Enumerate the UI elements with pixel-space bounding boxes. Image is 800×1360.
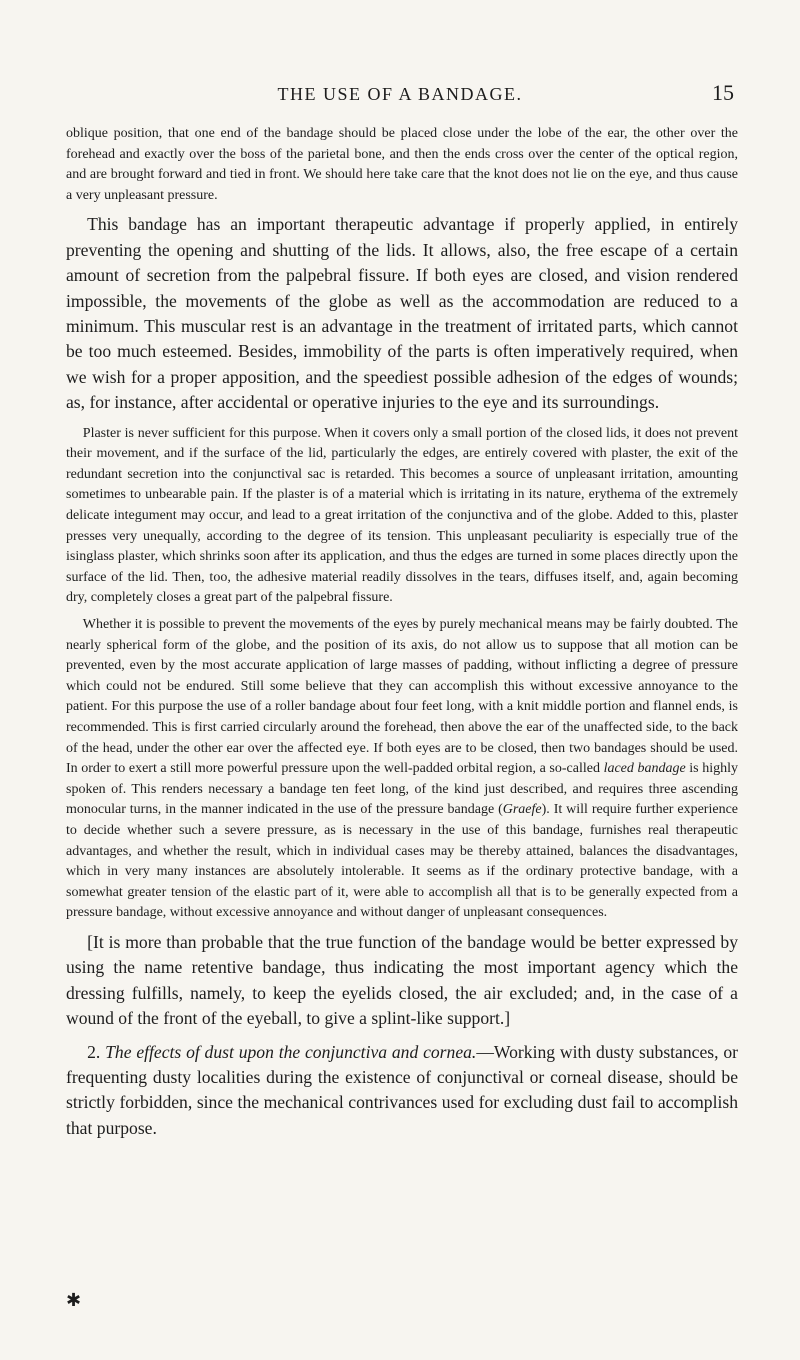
paragraph-therapeutic-advantage: This bandage has an important therapeutic advantage if properly applied, in entirely preventing the opening and shutting of the lids. It allows, also, the free escape of a certain amount of secretion from the palpebral fissure. If both eyes are closed, and vision rendered impossible, the movements of the globe as well as the accommodation are reduced to a minimum. This muscular rest is an advantage in the treatment of irritated parts, which cannot be too much esteemed. Besides, immobility of the parts is often imperatively required, when we wish for a proper apposition, and the speediest possible adhesion of the edges of wounds; as, for instance, after accidental or operative injuries to the eye and its surroundings. <box>66 214 738 413</box>
footer-mark: ✱ <box>66 1290 82 1310</box>
paragraph-mechanical-means-text-2: is highly spoken of. This renders necessary a bandage ten feet long, of the kind just described, and requires three ascending monocular turns, in the manner indicated in the use of the pressure bandage ( <box>66 761 738 818</box>
paragraph-retentive-bandage-note: [It is more than probable that the true function of the bandage would be better expressed by using the name retentive bandage, thus indicating the most important agency which the dressing fulfills, namely, to keep the eyelids closed, the air excluded; and, in the case of a wound of the front of the eyeball, to give a splint-like support.] <box>66 931 738 1029</box>
paragraph-dust-text: —Working with dusty substances, or frequenting dusty localities during the existence of conjunctival or corneal disease, should be strictly forbidden, since the mechanical contrivances used for excluding dust fail to accomplish that purpose. <box>66 1041 738 1138</box>
page-body <box>66 124 738 1149</box>
paragraph-continuation: oblique position, that one end of the bandage should be placed close under the lobe of the ear, the other over the forehead and exactly over the boss of the parietal bone, and then the ends cross over the center of the optical region, and are brought forward and tied in front. We should here take care that the knot does not lie on the eye, and thus cause a very unpleasant pressure. <box>66 126 738 203</box>
running-head: THE USE OF A BANDAGE. <box>277 84 523 104</box>
paragraph-dust-effects <box>66 1040 738 1142</box>
paragraph-mechanical-means <box>66 615 738 924</box>
page-header <box>66 80 734 110</box>
paragraph-mechanical-means-text-3: ). It will require further experience to decide whether such a severe pressure, as is necessary in the use of this bandage, furnishes real therapeutic advantages, and whether the result, which in individual cases may be thereby attained, balances the disadvantages, which in very many instances are absolutely intolerable. It seems as if the ordinary protective bandage, with a somewhat greater tension of the elastic part of it, were able to accomplish all that is to be generally expected from a pressure bandage, without excessive annoyance and without danger of unpleasant consequences. <box>66 802 738 921</box>
citation-graefe: Graefe <box>502 802 542 818</box>
paragraph-mechanical-means-text: Whether it is possible to prevent the movements of the eyes by purely mechanical means may be fairly doubted. The nearly spherical form of the globe, and the position of its axis, do not allow us to suppose that all motion can be prevented, even by the most accurate application of large masses of padding, without inflicting a degree of pressure which could not be endured. Still some believe that they can accomplish this without excessive annoyance to the patient. For this purpose the use of a roller bandage about four feet long, with a knit middle portion and flannel ends, is recommended. This is first carried circularly around the forehead, then above the ear of the unaffected side, to the back of the head, under the other ear over the affected eye. If both eyes are to be closed, then two bandages should be used. In order to exert a still more powerful pressure upon the well-padded orbital region, a so-called <box>66 616 738 777</box>
term-laced-bandage: laced bandage <box>603 761 686 777</box>
paragraph-plaster: Plaster is never sufficient for this purpose. When it covers only a small portion of the closed lids, it does not prevent their movement, and if the surface of the lid, particularly the edges, are entirely covered with plaster, the exit of the redundant secretion into the conjunctival sac is retarded. This becomes a source of unpleasant irritation, amounting sometimes to unbearable pain. If the plaster is of a material which is irritating in its nature, erythema of the extremely delicate integument may occur, and lead to a great irritation of the conjunctiva and of the globe. Added to this, plaster presses very unequally, according to the degree of its tension. This unpleasant peculiarity is especially true of the isinglass plaster, which shrinks soon after its application, and thus the edges are turned in some places directly upon the surface of the lid. Then, too, the adhesive material readily dissolves in the tears, diffuses itself, and, again becoming dry, completely closes a great part of the palpebral fissure. <box>66 425 738 606</box>
page-number: 15 <box>712 80 734 105</box>
section-number: 2. <box>87 1041 101 1062</box>
section-heading-dust: The effects of dust upon the conjunctiva and cornea. <box>105 1041 477 1062</box>
